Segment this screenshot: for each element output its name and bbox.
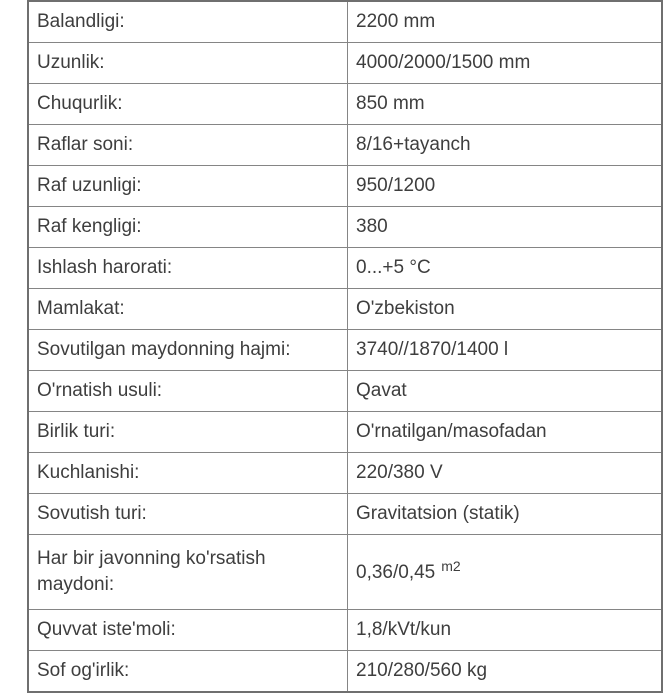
spec-value: 0...+5 °C xyxy=(348,248,663,289)
table-row xyxy=(28,330,662,371)
spec-label: Chuqurlik: xyxy=(28,84,348,125)
table-row xyxy=(28,494,662,535)
spec-value: 1,8/kVt/kun xyxy=(348,610,663,651)
spec-table-container xyxy=(27,0,663,693)
spec-label: Quvvat iste'moli: xyxy=(28,610,348,651)
table-row xyxy=(28,412,662,453)
table-row xyxy=(28,84,662,125)
spec-value: 3740//1870/1400 l xyxy=(348,330,663,371)
spec-label: Ishlash harorati: xyxy=(28,248,348,289)
table-row xyxy=(28,651,662,693)
table-row xyxy=(28,610,662,651)
table-row xyxy=(28,535,662,610)
spec-value: O'rnatilgan/masofadan xyxy=(348,412,663,453)
spec-label: Balandligi: xyxy=(28,1,348,43)
table-row xyxy=(28,43,662,84)
spec-value-text: 0,36/0,45 xyxy=(356,561,436,583)
spec-value: Qavat xyxy=(348,371,663,412)
spec-value: 8/16+tayanch xyxy=(348,125,663,166)
spec-label: Raflar soni: xyxy=(28,125,348,166)
spec-label: Birlik turi: xyxy=(28,412,348,453)
spec-label: O'rnatish usuli: xyxy=(28,371,348,412)
spec-value: 220/380 V xyxy=(348,453,663,494)
spec-label: Raf kengligi: xyxy=(28,207,348,248)
table-row xyxy=(28,125,662,166)
spec-value: 2200 mm xyxy=(348,1,663,43)
spec-value: 950/1200 xyxy=(348,166,663,207)
spec-label: Sovutish turi: xyxy=(28,494,348,535)
spec-value xyxy=(348,535,663,610)
table-row xyxy=(28,207,662,248)
product-specifications-table xyxy=(27,0,663,693)
table-row xyxy=(28,289,662,330)
table-row xyxy=(28,1,662,43)
spec-value: 210/280/560 kg xyxy=(348,651,663,693)
spec-label: Sovutilgan maydonning hajmi: xyxy=(28,330,348,371)
spec-label: Har bir javonning ko'rsatish maydoni: xyxy=(28,535,348,610)
spec-value: 380 xyxy=(348,207,663,248)
spec-value: 4000/2000/1500 mm xyxy=(348,43,663,84)
table-row xyxy=(28,166,662,207)
spec-label: Kuchlanishi: xyxy=(28,453,348,494)
unit-superscript: m2 xyxy=(441,557,461,574)
table-row xyxy=(28,248,662,289)
spec-value: Gravitatsion (statik) xyxy=(348,494,663,535)
spec-label: Sof og'irlik: xyxy=(28,651,348,693)
spec-label: Mamlakat: xyxy=(28,289,348,330)
spec-value: O'zbekiston xyxy=(348,289,663,330)
spec-label: Uzunlik: xyxy=(28,43,348,84)
spec-value: 850 mm xyxy=(348,84,663,125)
table-row xyxy=(28,453,662,494)
table-row xyxy=(28,371,662,412)
spec-label: Raf uzunligi: xyxy=(28,166,348,207)
